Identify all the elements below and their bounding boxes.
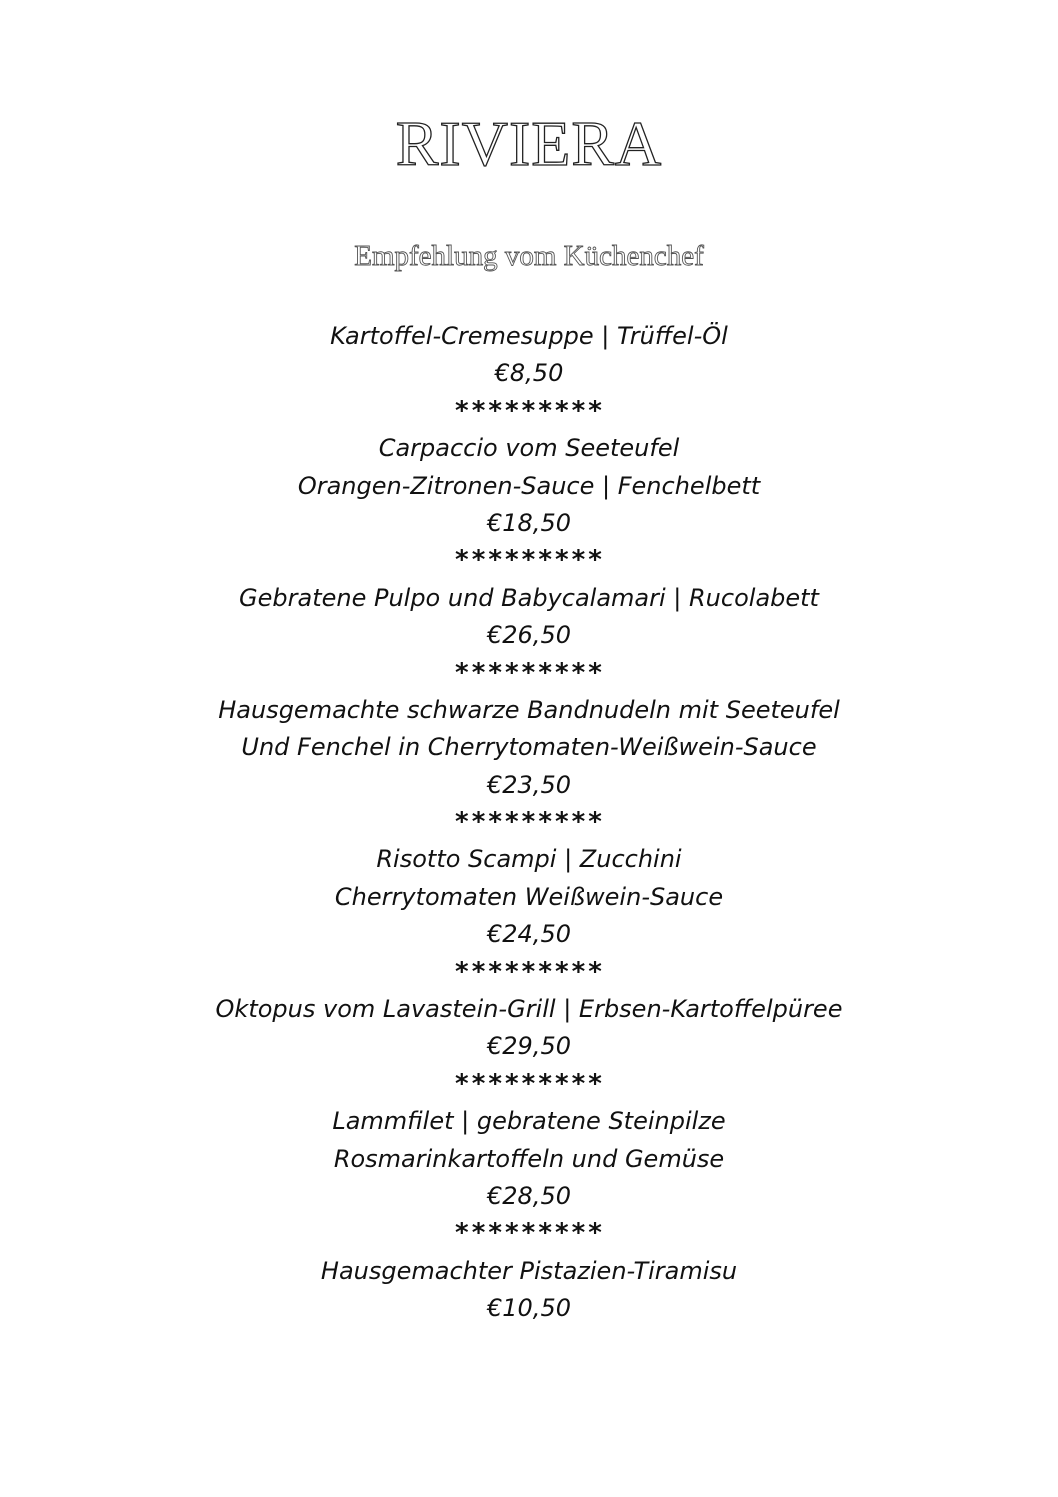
dish-price: €26,50 (487, 621, 571, 650)
dish-list (0, 318, 1058, 1328)
dish-name: Carpaccio vom Seeteufel (378, 434, 680, 463)
dish-name: Kartoffel-Cremesuppe | Trüffel-Öl (330, 322, 728, 350)
menu-subtitle: Empfehlung vom Küchenchef (354, 240, 704, 272)
dish-price: €23,50 (487, 770, 571, 799)
separator: ********* (454, 1218, 604, 1249)
dish-name: Hausgemachter Pistazien-Tiramisu (320, 1256, 738, 1285)
dish-item (0, 1103, 1058, 1215)
separator: ********* (454, 657, 604, 688)
separator: ********* (454, 956, 604, 987)
dish-name: Gebratene Pulpo und Babycalamari | Rucolabett (239, 583, 819, 612)
dish-price: €18,50 (487, 508, 571, 537)
dish-description: Orangen-Zitronen-Sauce | Fenchelbett (297, 471, 761, 500)
dish-item (0, 318, 1058, 393)
dish-item (0, 430, 1058, 542)
separator: ********* (454, 545, 604, 576)
separator: ********* (454, 1068, 604, 1099)
dish-price: €28,50 (487, 1181, 571, 1210)
restaurant-name: RIVIERA (395, 108, 663, 179)
separator: ********* (454, 807, 604, 838)
dish-price: €8,50 (494, 359, 564, 388)
dish-description: Cherrytomaten Weißwein-Sauce (334, 882, 724, 911)
dish-price: €24,50 (487, 920, 571, 949)
dish-price: €29,50 (487, 1032, 571, 1061)
dish-item (0, 841, 1058, 953)
dish-price: €10,50 (487, 1294, 571, 1323)
dish-description: Rosmarinkartoffeln und Gemüse (333, 1144, 725, 1173)
dish-item (0, 580, 1058, 655)
dish-name: Oktopus vom Lavastein-Grill | Erbsen-Kartoffelpüree (215, 995, 843, 1024)
dish-item (0, 692, 1058, 804)
dish-description: Und Fenchel in Cherrytomaten-Weißwein-Sauce (241, 733, 817, 762)
separator: ********* (454, 395, 604, 426)
dish-item (0, 1253, 1058, 1328)
dish-item (0, 991, 1058, 1066)
dish-name: Hausgemachte schwarze Bandnudeln mit Seeteufel (218, 695, 840, 724)
dish-name: Lammfilet | gebratene Steinpilze (332, 1107, 726, 1136)
dish-name: Risotto Scampi | Zucchini (376, 845, 682, 874)
